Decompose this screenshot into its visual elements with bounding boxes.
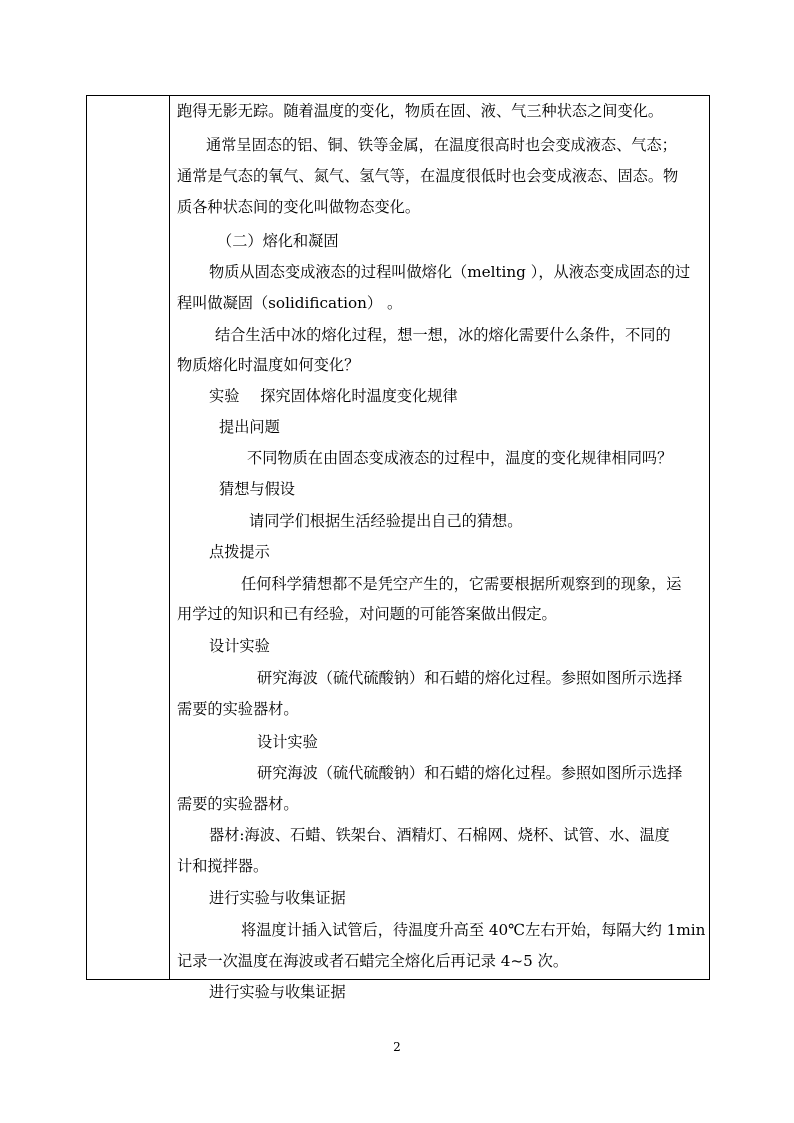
step-heading: 猜想与假设 <box>219 480 295 498</box>
text-line: 跑得无影无踪。随着温度的变化，物质在固、液、气三种状态之间变化。 <box>177 102 663 120</box>
step-heading: 进行实验与收集证据 <box>209 983 346 1001</box>
text-line: 任何科学猜想都不是凭空产生的，它需要根据所观察到的现象，运 <box>241 575 682 593</box>
text-line: 不同物质在由固态变成液态的过程中，温度的变化规律相同吗？ <box>247 449 673 467</box>
text-line: 结合生活中冰的熔化过程，想一想，冰的熔化需要什么条件，不同的 <box>215 326 671 344</box>
text-line: 通常呈固态的铝、铜、铁等金属，在温度很高时也会变成液态、气态； <box>206 136 677 154</box>
text-line: 用学过的知识和已有经验，对问题的可能答案做出假定。 <box>177 605 557 623</box>
lesson-table <box>86 95 710 1001</box>
column-divider <box>169 96 170 979</box>
text-line: 需要的实验器材。 <box>177 795 299 813</box>
page-number: 2 <box>393 1040 401 1054</box>
step-heading: 设计实验 <box>257 733 318 751</box>
text-line: 将温度计插入试管后，待温度升高至 40℃左右开始，每隔大约 1min <box>241 921 706 939</box>
text-line: 请同学们根据生活经验提出自己的猜想。 <box>249 512 523 530</box>
step-heading: 点拨提示 <box>209 543 270 561</box>
section-heading: （二）熔化和凝固 <box>217 232 339 250</box>
text-line: 记录一次温度在海波或者石蜡完全熔化后再记录 4~5 次。 <box>177 952 569 970</box>
text-line: 研究海波（硫代硫酸钠）和石蜡的熔化过程。参照如图所示选择 <box>257 669 683 687</box>
step-heading: 提出问题 <box>219 418 280 436</box>
text-line: 需要的实验器材。 <box>177 700 299 718</box>
step-heading: 进行实验与收集证据 <box>209 889 346 907</box>
experiment-title: 实验 探究固体熔化时温度变化规律 <box>209 387 458 405</box>
text-line: 通常是气态的氧气、氮气、氢气等，在温度很低时也会变成液态、固态。物 <box>177 167 679 185</box>
text-line: 物质从固态变成液态的过程叫做熔化（melting ），从液态变成固态的过 <box>209 263 691 281</box>
text-line: 器材:海波、石蜡、铁架台、酒精灯、石棉网、烧杯、试管、水、温度 <box>209 826 670 844</box>
step-heading: 设计实验 <box>209 637 270 655</box>
text-line: 研究海波（硫代硫酸钠）和石蜡的熔化过程。参照如图所示选择 <box>257 764 683 782</box>
text-line: 程叫做凝固（solidification） 。 <box>177 294 403 312</box>
text-line: 质各种状态间的变化叫做物态变化。 <box>177 198 420 216</box>
text-line: 物质熔化时温度如何变化？ <box>177 356 360 374</box>
text-line: 计和搅拌器。 <box>177 857 269 875</box>
